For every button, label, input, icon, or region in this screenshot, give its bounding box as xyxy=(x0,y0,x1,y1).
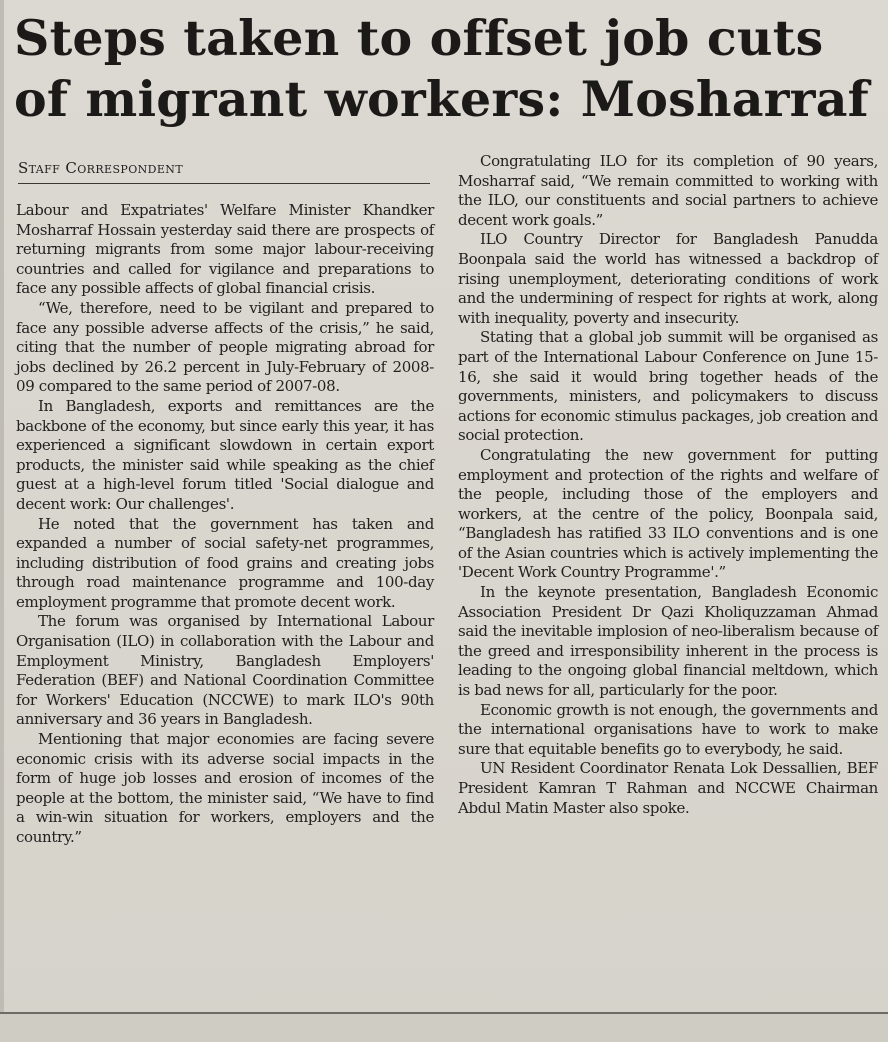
article-column-right xyxy=(458,152,878,818)
paragraph: Labour and Expatriates' Welfare Minister Khandker Mosharraf Hossain yesterday said there are prospects of returning migrants from some major labour-receiving countries and called for vigilance and preparations to face any possible affects of global financial crisis. xyxy=(16,201,434,298)
byline-divider xyxy=(18,183,430,184)
paragraph: Stating that a global job summit will be organised as part of the International Labour Conference on June 15-16, she said it would bring together heads of the governments, ministers, and policymakers to discuss actions for economic stimulus packages, job creation and social protection. xyxy=(458,328,878,445)
paragraph: The forum was organised by International Labour Organisation (ILO) in collaboration with the Labour and Employment Ministry, Bangladesh Employers' Federation (BEF) and National Coordination Committee for Workers' Education (NCCWE) to mark ILO's 90th anniversary and 36 years in Bangladesh. xyxy=(16,612,434,729)
page-bottom-edge xyxy=(0,1012,888,1042)
paragraph: Congratulating ILO for its completion of 90 years, Mosharraf said, “We remain committed to working with the ILO, our constituents and social partners to achieve decent work goals.” xyxy=(458,152,878,229)
paragraph: He noted that the government has taken and expanded a number of social safety-net programmes, including distribution of food grains and creating jobs through road maintenance programme and 100-day employment programme that promote decent work. xyxy=(16,514,434,611)
paragraph: In Bangladesh, exports and remittances are the backbone of the economy, but since early this year, it has experienced a significant slowdown in certain export products, the minister said while speaking as the chief guest at a high-level forum titled 'Social dialogue and decent work: Our challenges'. xyxy=(16,396,434,513)
paragraph: UN Resident Coordinator Renata Lok Dessallien, BEF President Kamran T Rahman and NCCWE Chairman Abdul Matin Master also spoke. xyxy=(458,759,878,817)
article-byline: Staff Correspondent xyxy=(18,159,184,177)
article-column-left xyxy=(16,201,434,848)
page-edge-shadow xyxy=(0,0,4,1040)
paragraph: Economic growth is not enough, the governments and the international organisations have to work to make sure that equitable benefits go to everybody, he said. xyxy=(458,700,878,758)
paragraph: Mentioning that major economies are facing severe economic crisis with its adverse social impacts in the form of huge job losses and erosion of incomes of the people at the bottom, the minister said, “We have to find a win-win situation for workers, employers and the country.” xyxy=(16,730,434,846)
article-headline: Steps taken to offset job cuts of migrant workers: Mosharraf xyxy=(14,9,869,128)
paragraph: In the keynote presentation, Bangladesh Economic Association President Dr Qazi Kholiquzzaman Ahmad said the inevitable implosion of neo-liberalism because of the greed and irresponsibility inherent in the process is leading to the ongoing global financial meltdown, which is bad news for all, particularly for the poor. xyxy=(458,583,878,700)
paragraph: ILO Country Director for Bangladesh Panudda Boonpala said the world has witnessed a backdrop of rising unemployment, deteriorating conditions of work and the undermining of respect for rights at work, along with inequality, poverty and insecurity. xyxy=(458,230,878,327)
paragraph: “We, therefore, need to be vigilant and prepared to face any possible adverse affects of the crisis,” he said, citing that the number of people migrating abroad for jobs declined by 26.2 percent in July-February of 2008-09 compared to the same period of 2007-08. xyxy=(16,298,434,396)
paragraph: Congratulating the new government for putting employment and protection of the rights and welfare of the people, including those of the employers and workers, at the centre of the policy, Boonpala said, “Bangladesh has ratified 33 ILO conventions and is one of the Asian countries which is actively implementing the 'Decent Work Country Programme'.” xyxy=(458,445,878,582)
